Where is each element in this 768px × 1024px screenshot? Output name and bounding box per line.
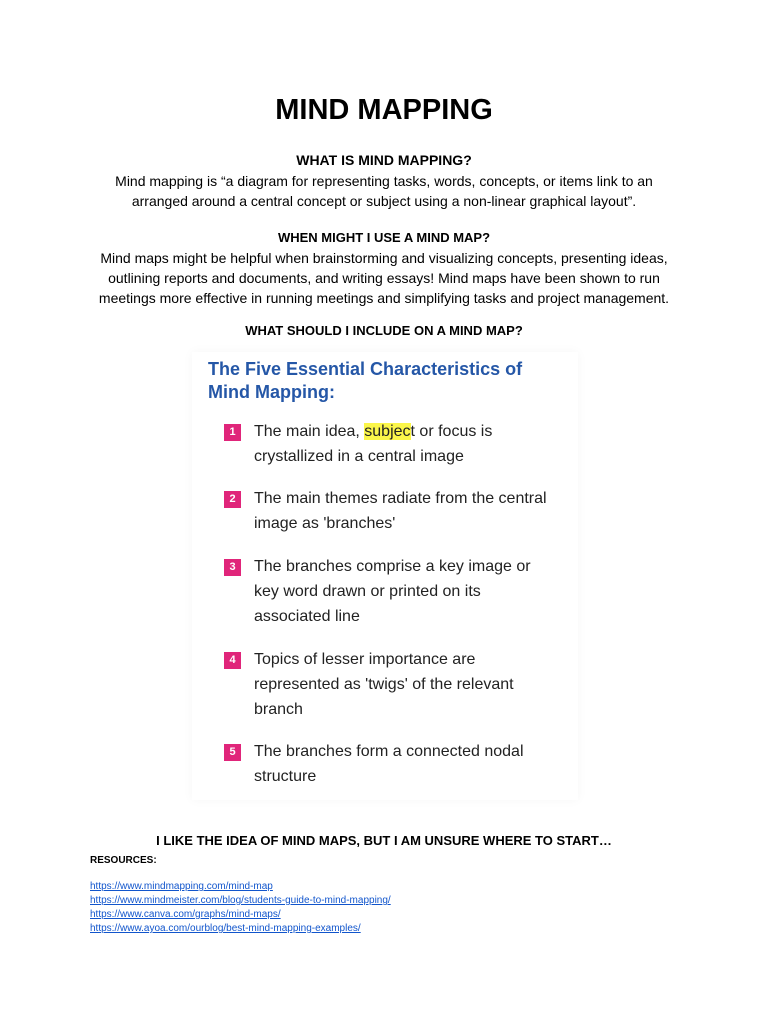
resource-link-mindmapping[interactable]: https://www.mindmapping.com/mind-map [90,881,273,892]
text-run: The main idea, [254,423,365,440]
number-badge: 2 [224,491,241,508]
characteristic-line: associated line [254,608,360,625]
heading-what-is-mind-mapping: WHAT IS MIND MAPPING? [296,152,472,168]
heading-when-to-use: WHEN MIGHT I USE A MIND MAP? [277,230,491,245]
number-badge: 3 [224,559,241,576]
resources-link-list [90,880,391,936]
characteristic-line: branch [254,701,303,718]
resource-link-canva[interactable]: https://www.canva.com/graphs/mind-maps/ [90,909,281,920]
five-characteristics-infographic [192,352,578,800]
characteristic-line: Topics of lesser importance are [254,651,476,668]
list-item [90,894,391,908]
characteristic-text [254,486,574,536]
characteristic-line: crystallized in a central image [254,448,464,465]
infographic-title [208,358,568,404]
paragraph-what-is-mind-mapping [84,171,684,211]
list-item [90,922,391,936]
characteristic-text [254,554,574,629]
number-badge: 4 [224,652,241,669]
infographic-title-line: The Five Essential Characteristics of [208,359,523,379]
resource-link-ayoa[interactable]: https://www.ayoa.com/ourblog/best-mind-mapping-examples/ [90,923,361,934]
paragraph-line: outlining reports and documents, and writing essays! Mind maps have been shown to run [108,270,660,286]
resource-link-mindmeister[interactable]: https://www.mindmeister.com/blog/students-guide-to-mind-mapping/ [90,895,391,906]
paragraph-line: meetings more effective in running meetings and simplifying tasks and project management. [98,290,670,306]
resources-label: RESOURCES: [90,855,157,866]
paragraph-line: Mind mapping is “a diagram for representing tasks, words, concepts, or items link to an [115,173,653,189]
characteristic-line [254,419,574,444]
characteristic-text [254,647,574,722]
paragraph-line: Mind maps might be helpful when brainstorming and visualizing concepts, presenting ideas, [100,250,668,266]
characteristic-line: structure [254,768,317,785]
number-badge: 1 [224,424,241,441]
characteristic-line: The main themes radiate from the central [254,490,547,507]
list-item [90,880,391,894]
paragraph-line: arranged around a central concept or subject using a non-linear graphical layout”. [131,193,637,209]
characteristic-text [254,419,574,469]
characteristic-text [254,739,574,789]
infographic-title-line: Mind Mapping: [208,382,335,402]
characteristic-line: The branches form a connected nodal [254,743,524,760]
characteristic-line: The branches comprise a key image or [254,558,531,575]
page-title: MIND MAPPING [275,94,493,126]
characteristic-line: image as 'branches' [254,515,396,532]
characteristic-line: key word drawn or printed on its [254,583,481,600]
number-badge: 5 [224,744,241,761]
heading-where-to-start: I LIKE THE IDEA OF MIND MAPS, BUT I AM UNSURE WHERE TO START… [156,833,612,848]
characteristic-line: represented as 'twigs' of the relevant [254,676,514,693]
paragraph-when-to-use [84,248,684,308]
text-run: t or focus is [410,423,493,440]
highlighted-word: subjec [364,423,411,440]
heading-what-to-include: WHAT SHOULD I INCLUDE ON A MIND MAP? [245,323,523,338]
list-item [90,908,391,922]
